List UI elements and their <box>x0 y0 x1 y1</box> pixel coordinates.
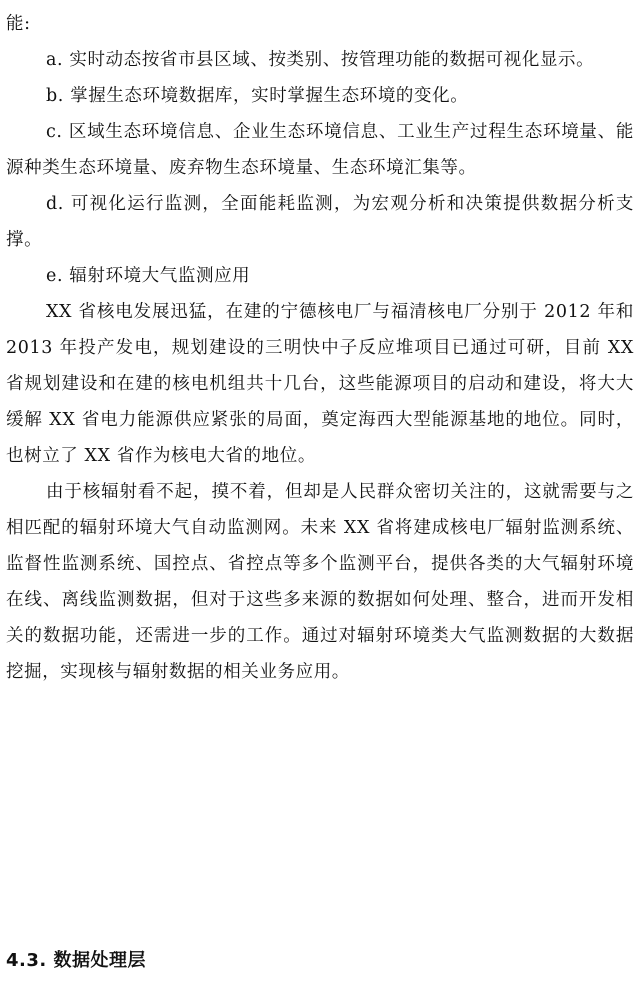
paragraph-item-d: d. 可视化运行监测，全面能耗监测，为宏观分析和决策提供数据分析支撑。 <box>6 194 634 250</box>
paragraph-item-c: c. 区域生态环境信息、企业生态环境信息、工业生产过程生态环境量、能源种类生态环境量、废弃物生态环境量、生态环境汇集等。 <box>6 122 634 178</box>
paragraph-nuclear-development: XX 省核电发展迅猛，在建的宁德核电厂与福清核电厂分别于 2012 年和 2013 年投产发电，规划建设的三明快中子反应堆项目已通过可研，目前 XX 省规划建设和在建的核电机组共十几台，这些能源项目的启动和建设，将大大缓解 XX 省电力能源供应紧张的局面，奠定海西大型能源基地的地位。同时，也树立了 XX 省作为核电大省的地位。 <box>6 302 634 466</box>
paragraph-radiation-monitoring: 由于核辐射看不起，摸不着，但却是人民群众密切关注的，这就需要与之相匹配的辐射环境大气自动监测网。未来 XX 省将建成核电厂辐射监测系统、监督性监测系统、国控点、省控点等多个监测平台，提供各类的大气辐射环境在线、离线监测数据，但对于这些多来源的数据如何处理、整合，进而开发相关的数据功能，还需进一步的工作。通过对辐射环境类大气监测数据的大数据挖掘，实现核与辐射数据的相关业务应用。 <box>6 482 634 682</box>
paragraph-item-b: b. 掌握生态环境数据库，实时掌握生态环境的变化。 <box>46 86 469 106</box>
paragraph-continuation: 能: <box>6 14 31 34</box>
paragraph-item-e: e. 辐射环境大气监测应用 <box>46 266 251 286</box>
paragraph-item-a: a. 实时动态按省市县区域、按类别、按管理功能的数据可视化显示。 <box>46 50 595 70</box>
section-heading: 4.3. 数据处理层 <box>6 950 146 971</box>
